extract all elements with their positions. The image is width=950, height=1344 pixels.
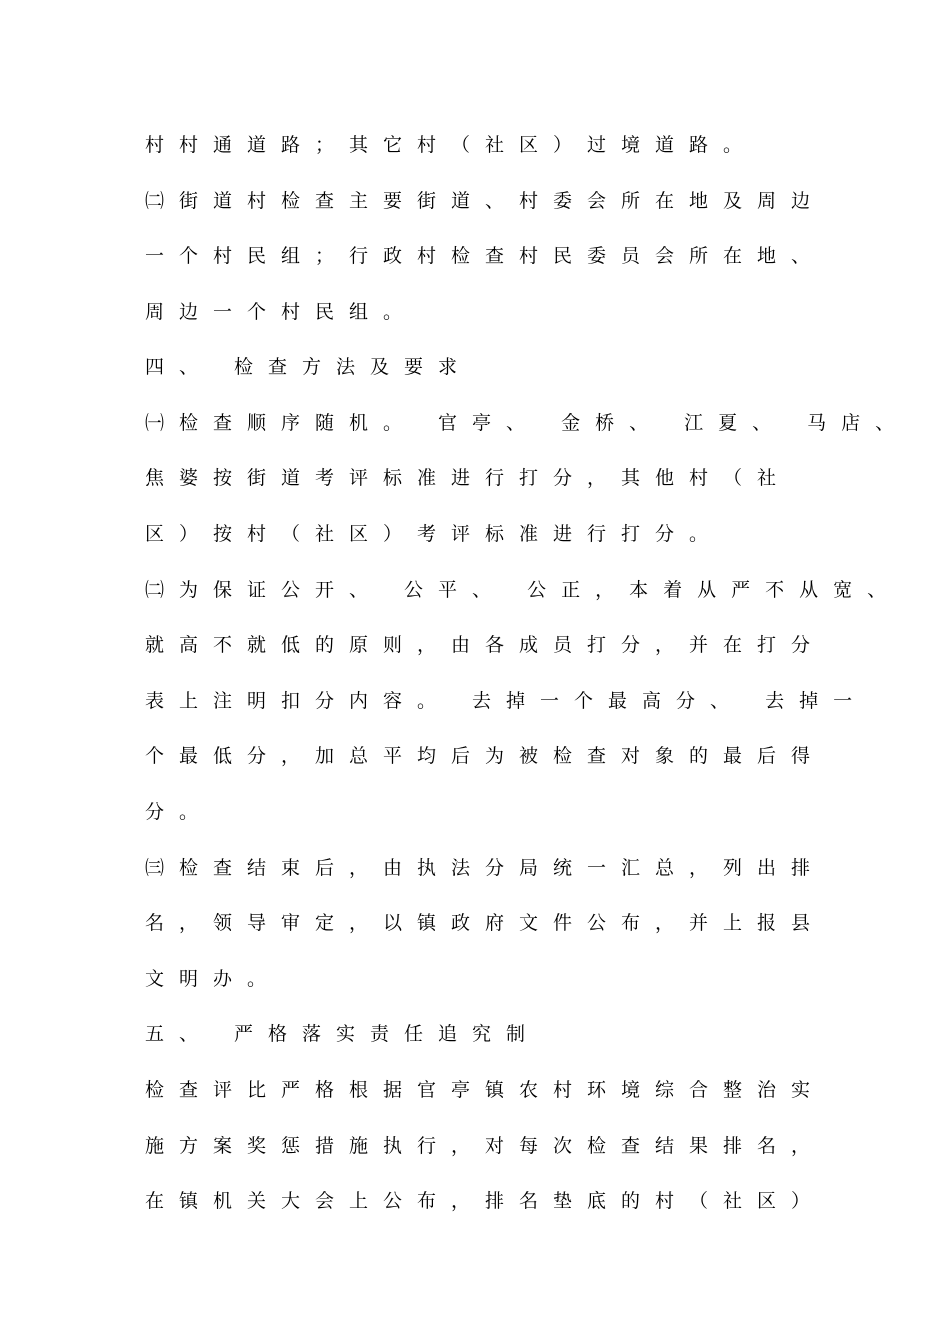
text-line: ㈠检查顺序随机。 官亭、 金桥、 江夏、 马店、	[145, 412, 910, 434]
text-line: 文明办。	[145, 968, 282, 990]
text-line: 区）按村（社区）考评标准进行打分。	[145, 523, 724, 545]
text-line: ㈢检查结束后，由执法分局统一汇总，列出排	[145, 857, 826, 879]
text-line: 就高不就低的原则，由各成员打分，并在打分	[145, 634, 826, 656]
text-line: ㈡为保证公开、 公平、 公正，本着从严不从宽、	[145, 579, 902, 601]
text-line: 在镇机关大会上公布，排名垫底的村（社区）	[145, 1190, 826, 1212]
text-line: 表上注明扣分内容。 去掉一个最高分、 去掉一	[145, 690, 868, 712]
text-line: 分。	[145, 801, 214, 823]
text-line: 名，领导审定，以镇政府文件公布，并上报县	[145, 912, 826, 934]
text-line: 一个村民组；行政村检查村民委员会所在地、	[145, 245, 826, 267]
text-line: 村村通道路；其它村（社区）过境道路。	[145, 134, 758, 156]
text-line: 周边一个村民组。	[145, 301, 418, 323]
text-line: 个最低分，加总平均后为被检查对象的最后得	[145, 745, 826, 767]
section-heading: 四、 检查方法及要求	[145, 356, 473, 378]
section-heading: 五、 严格落实责任追究制	[145, 1023, 541, 1045]
text-line: 焦婆按街道考评标准进行打分，其他村（社	[145, 467, 792, 489]
text-line: 施方案奖惩措施执行，对每次检查结果排名，	[145, 1135, 826, 1157]
text-line: ㈡街道村检查主要街道、村委会所在地及周边	[145, 190, 826, 212]
text-line: 检查评比严格根据官亭镇农村环境综合整治实	[145, 1079, 826, 1101]
